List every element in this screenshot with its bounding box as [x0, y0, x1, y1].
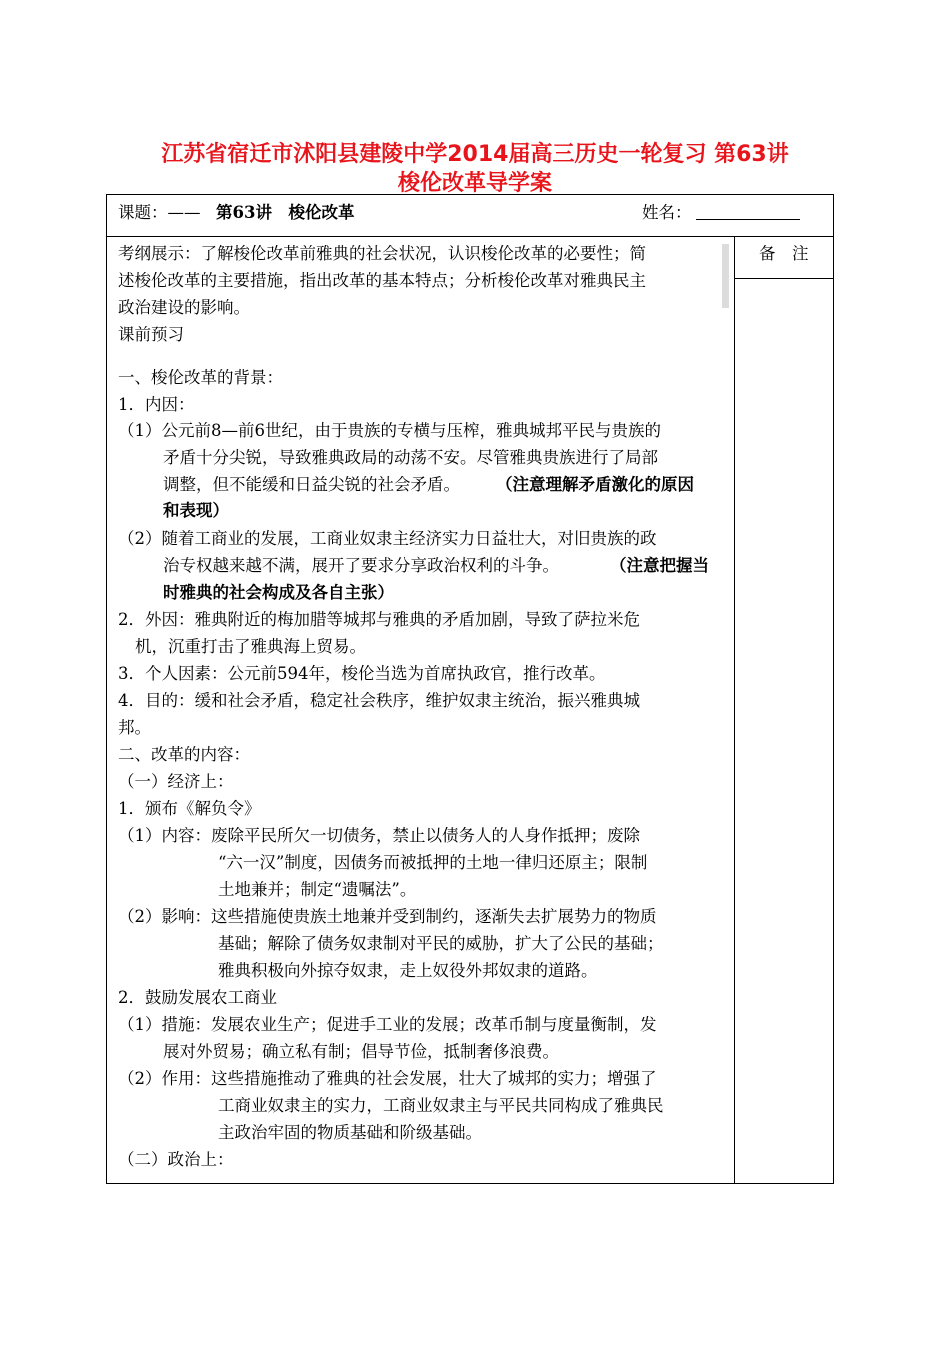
study-note: （注意理解矛盾激化的原因 [496, 475, 694, 494]
subsection-heading: 1．颁布《解负令》 [118, 799, 261, 818]
paragraph-line: 调整，但不能缓和日益尖锐的社会矛盾。 [163, 475, 460, 494]
outline-side-shade [722, 244, 729, 308]
subsection-heading: 2．鼓励发展农工商业 [118, 988, 277, 1007]
paragraph-line: 土地兼并；制定“遗嘱法”。 [218, 880, 417, 899]
paragraph-line: （2）影响：这些措施使贵族土地兼并受到制约，逐渐失去扩展势力的物质 [118, 907, 657, 926]
preview-heading: 课前预习 [118, 325, 184, 344]
study-note: 时雅典的社会构成及各自主张） [163, 583, 394, 602]
paragraph-line: 3．个人因素：公元前594年，梭伦当选为首席执政官，推行改革。 [118, 664, 606, 683]
header-divider [106, 236, 834, 237]
subsection-heading: （一）经济上： [118, 772, 234, 791]
subsection-heading: 1．内因： [118, 395, 195, 414]
paragraph-line: 展对外贸易；确立私有制；倡导节俭，抵制奢侈浪费。 [163, 1042, 559, 1061]
paragraph-line: 基础；解除了债务奴隶制对平民的威胁，扩大了公民的基础； [218, 934, 664, 953]
paragraph-line: 治专权越来越不满，展开了要求分享政治权利的斗争。 [163, 556, 559, 575]
paragraph-line: 工商业奴隶主的实力，工商业奴隶主与平民共同构成了雅典民 [218, 1096, 664, 1115]
paragraph-line: （2）随着工商业的发展，工商业奴隶主经济实力日益壮大，对旧贵族的政 [118, 529, 657, 548]
paragraph-line: 4．目的：缓和社会矛盾，稳定社会秩序，维护奴隶主统治，振兴雅典城 [118, 691, 640, 710]
paragraph-line: （2）作用：这些措施推动了雅典的社会发展，壮大了城邦的实力；增强了 [118, 1069, 657, 1088]
paragraph-line: 雅典积极向外掠夺奴隶，走上奴役外邦奴隶的道路。 [218, 961, 598, 980]
outline-line: 述梭伦改革的主要措施，指出改革的基本特点；分析梭伦改革对雅典民主 [118, 271, 646, 290]
document-title-line-2: 梭伦改革导学案 [397, 171, 552, 196]
paragraph-line: 邦。 [118, 718, 151, 737]
paragraph-line: （1）内容：废除平民所欠一切债务，禁止以债务人的人身作抵押；废除 [118, 826, 640, 845]
study-note: 和表现） [163, 501, 229, 520]
document-title-line-1: 江苏省宿迁市沭阳县建陵中学2014届高三历史一轮复习 第63讲 [161, 142, 789, 167]
paragraph-line: 矛盾十分尖锐，导致雅典政局的动荡不安。尽管雅典贵族进行了局部 [163, 448, 658, 467]
notes-header: 备 注 [759, 244, 809, 263]
section-heading: 一、梭伦改革的背景： [118, 368, 283, 387]
paragraph-line: （1）措施：发展农业生产；促进手工业的发展；改革币制与度量衡制，发 [118, 1015, 657, 1034]
notes-column-divider [734, 236, 735, 1184]
name-field [642, 203, 800, 223]
paragraph-line: 主政治牢固的物质基础和阶级基础。 [218, 1123, 482, 1142]
name-blank[interactable] [696, 203, 800, 220]
subsection-heading: （二）政治上： [118, 1150, 234, 1169]
paragraph-line: 机，沉重打击了雅典海上贸易。 [135, 637, 366, 656]
notes-header-divider [734, 278, 834, 279]
table-frame [106, 194, 834, 1184]
outline-line: 考纲展示：了解梭伦改革前雅典的社会状况，认识梭伦改革的必要性；简 [118, 244, 646, 263]
paragraph-line: “六一汉”制度，因债务而被抵押的土地一律归还原主；限制 [218, 853, 648, 872]
outline-line: 政治建设的影响。 [118, 298, 250, 317]
topic-label: 课题：—— [118, 203, 201, 222]
section-heading: 二、改革的内容： [118, 745, 250, 764]
name-label: 姓名： [642, 203, 692, 222]
paragraph-line: （1）公元前8—前6世纪，由于贵族的专横与压榨，雅典城邦平民与贵族的 [118, 421, 661, 440]
topic-text: 第63讲 梭伦改革 [216, 203, 355, 222]
paragraph-line: 2．外因：雅典附近的梅加腊等城邦与雅典的矛盾加剧，导致了萨拉米危 [118, 610, 640, 629]
study-note: （注意把握当 [610, 556, 709, 575]
